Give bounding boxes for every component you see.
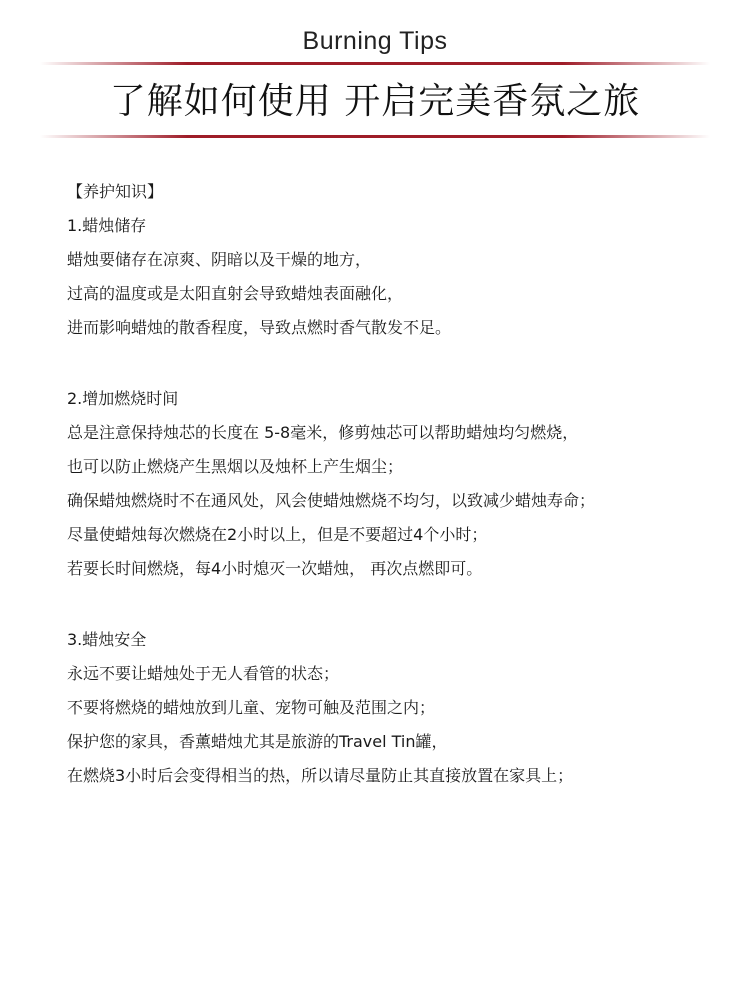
intro-heading: 【养护知识】	[67, 182, 164, 201]
section-line: 在燃烧3小时后会变得相当的热，所以请尽量防止其直接放置在家具上；	[67, 766, 574, 785]
page-title: 了解如何使用 开启完美香氛之旅	[109, 81, 641, 122]
section-line: 永远不要让蜡烛处于无人看管的状态；	[67, 664, 340, 683]
bottom-divider	[40, 135, 710, 138]
section-line: 不要将燃烧的蜡烛放到儿童、宠物可触及范围之内；	[67, 698, 436, 717]
section-burn-time	[67, 382, 727, 586]
section-safety	[67, 623, 727, 793]
section-line: 过高的温度或是太阳直射会导致蜡烛表面融化，	[67, 284, 404, 303]
section-spacer	[67, 586, 727, 623]
header	[0, 0, 750, 140]
page-subtitle: Burning Tips	[302, 27, 448, 55]
top-divider	[40, 62, 710, 65]
section-line: 若要长时间燃烧，每4小时熄灭一次蜡烛， 再次点燃即可。	[67, 559, 483, 578]
section-heading: 3.蜡烛安全	[67, 630, 147, 649]
section-heading: 2.增加燃烧时间	[67, 389, 179, 408]
section-spacer	[67, 345, 727, 382]
section-line: 进而影响蜡烛的散香程度，导致点燃时香气散发不足。	[67, 318, 452, 337]
care-tips-content	[67, 175, 727, 793]
section-line: 尽量使蜡烛每次燃烧在2小时以上，但是不要超过4个小时；	[67, 525, 488, 544]
section-storage	[67, 209, 727, 345]
section-line: 也可以防止燃烧产生黑烟以及烛杯上产生烟尘；	[67, 457, 404, 476]
section-heading: 1.蜡烛储存	[67, 216, 147, 235]
section-line: 蜡烛要储存在凉爽、阴暗以及干燥的地方，	[67, 250, 372, 269]
section-line: 确保蜡烛燃烧时不在通风处，风会使蜡烛燃烧不均匀，以致减少蜡烛寿命；	[67, 491, 596, 510]
section-line: 总是注意保持烛芯的长度在 5-8毫米，修剪烛芯可以帮助蜡烛均匀燃烧，	[67, 423, 579, 442]
section-line: 保护您的家具，香薰蜡烛尤其是旅游的Travel Tin罐，	[67, 732, 448, 751]
